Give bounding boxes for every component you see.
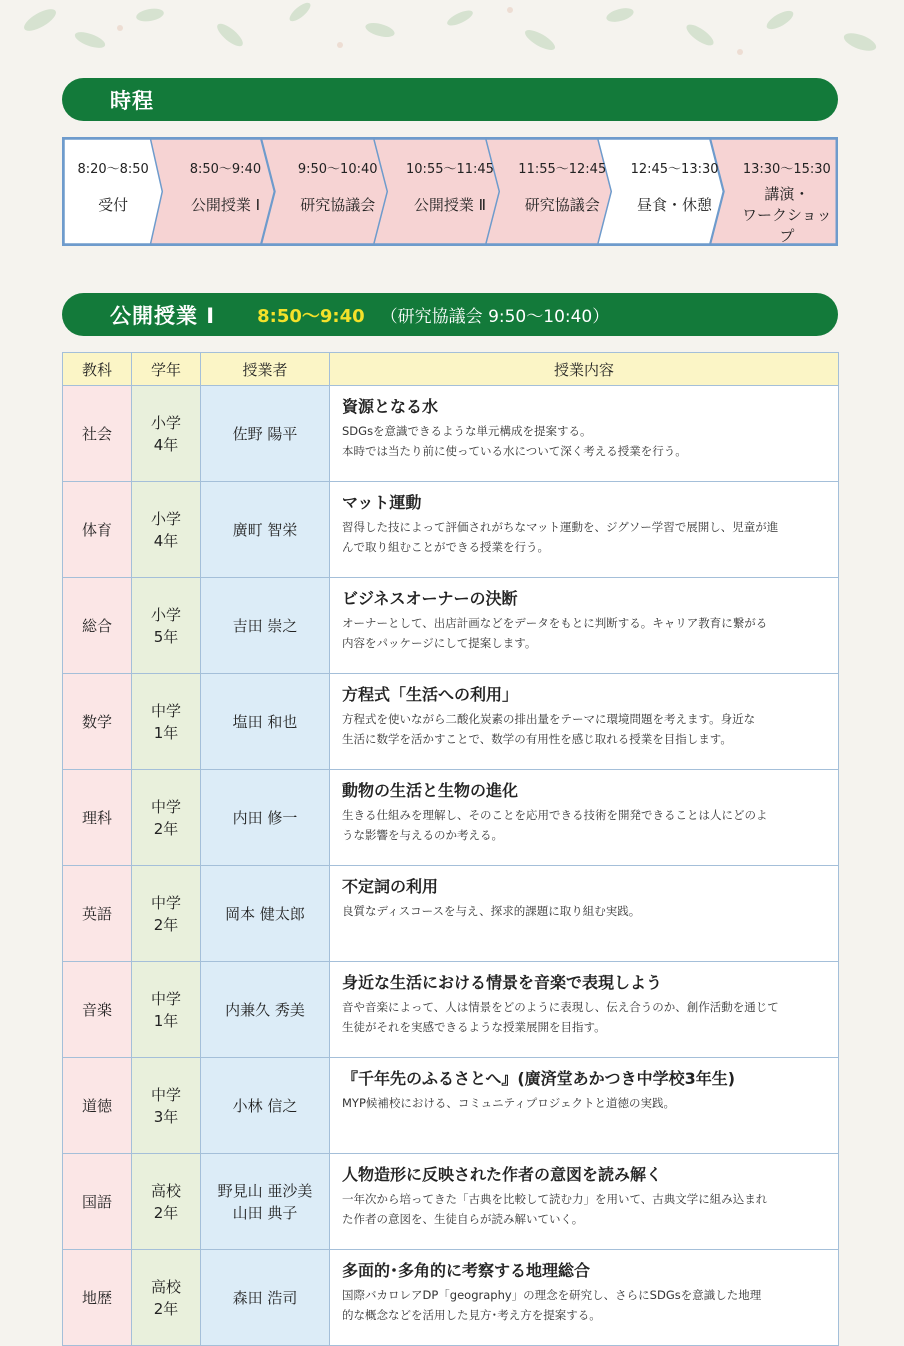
- teacher-cell: 佐野 陽平: [201, 386, 330, 482]
- header-teacher: 授業者: [201, 353, 330, 386]
- grade-cell: 小学 5年: [132, 578, 201, 674]
- table-row: [63, 866, 839, 962]
- subject-cell: 総合: [63, 578, 132, 674]
- schedule-arrow-shape: [499, 139, 611, 244]
- schedule-arrow-shape: [162, 139, 274, 244]
- schedule-time: 8:50～9:40: [189, 162, 262, 177]
- grade-cell: 小学 4年: [132, 386, 201, 482]
- lesson-title-text: 不定詞の利用: [342, 877, 439, 896]
- lesson-title: 公開授業 Ⅰ: [110, 303, 216, 328]
- schedule-item: [611, 139, 723, 244]
- subject-cell: 地歴: [63, 1250, 132, 1346]
- table-row: [63, 1250, 839, 1346]
- schedule-label: 公開授業 Ⅰ: [190, 196, 261, 214]
- teacher-cell: 野見山 亜沙美 山田 典子: [201, 1154, 330, 1250]
- schedule-label: 講演・ ワークショップ: [741, 185, 832, 245]
- schedule-label: 研究協議会: [300, 196, 376, 214]
- content-cell: [330, 962, 839, 1058]
- grade-cell: 中学 1年: [132, 674, 201, 770]
- lesson-description: 生きる仕組みを理解し、そのことを応用できる技術を開発できることは人にどのよ うな影響を与えるのか考える。: [342, 808, 768, 842]
- subject-cell: 音楽: [63, 962, 132, 1058]
- teacher-cell: 森田 浩司: [201, 1250, 330, 1346]
- schedule-item: [499, 139, 611, 244]
- content-cell: [330, 386, 839, 482]
- content-cell: [330, 482, 839, 578]
- lesson-banner: [62, 293, 838, 336]
- grade-cell: 高校 2年: [132, 1154, 201, 1250]
- lesson-description: SDGsを意識できるような単元構成を提案する。 本時では当たり前に使っている水について深く考える授業を行う。: [342, 424, 687, 458]
- schedule-title: 時程: [110, 88, 154, 113]
- subject-cell: 理科: [63, 770, 132, 866]
- grade-cell: 小学 4年: [132, 482, 201, 578]
- lessons-table: [62, 352, 839, 1346]
- subject-cell: 道徳: [63, 1058, 132, 1154]
- table-row: [63, 386, 839, 482]
- grade-cell: 高校 2年: [132, 1250, 201, 1346]
- lesson-description: 音や音楽によって、人は情景をどのように表現し、伝え合うのか、創作活動を通じて 生徒がそれを実感できるような授業展開を目指す。: [342, 1000, 779, 1034]
- subject-cell: 体育: [63, 482, 132, 578]
- content-cell: [330, 770, 839, 866]
- table-row: [63, 1058, 839, 1154]
- content-cell: [330, 674, 839, 770]
- teacher-cell: 廣町 智栄: [201, 482, 330, 578]
- schedule-time: 9:50～10:40: [297, 162, 378, 177]
- lesson-description: 国際バカロレアDP「geography」の理念を研究し、さらにSDGsを意識した地理 的な概念などを活用した見方･考え方を提案する。: [342, 1288, 762, 1322]
- lesson-description: MYP候補校における、コミュニティプロジェクトと道徳の実践。: [342, 1096, 675, 1110]
- lesson-title-text: 動物の生活と生物の進化: [342, 781, 519, 800]
- schedule-item: [724, 139, 836, 244]
- lesson-title-text: マット運動: [342, 493, 422, 512]
- schedule-time: 8:20～8:50: [77, 162, 149, 177]
- schedule-time: 13:30～15:30: [742, 162, 831, 177]
- schedule-time: 12:45～13:30: [630, 162, 719, 177]
- content-cell: [330, 578, 839, 674]
- lesson-title-text: ビジネスオーナーの決断: [342, 589, 518, 608]
- lesson-title-text: 身近な生活における情景を音楽で表現しよう: [342, 973, 663, 992]
- lesson-description: 習得した技によって評価されがちなマット運動を、ジグソー学習で展開し、児童が進 んで取り組むことができる授業を行う。: [342, 520, 779, 554]
- schedule-arrow-shape: [64, 139, 162, 244]
- lesson-title-text: 『千年先のふるさとへ』(廣済堂あかつき中学校3年生): [342, 1069, 736, 1088]
- table-row: [63, 578, 839, 674]
- table-header-row: [63, 353, 839, 386]
- grade-cell: 中学 3年: [132, 1058, 201, 1154]
- lesson-description: 方程式を使いながら二酸化炭素の排出量をテーマに環境問題を考えます。身近な 生活に数学を活かすことで、数学の有用性を感じ取れる授業を目指します。: [342, 712, 756, 746]
- schedule-arrow-shape: [611, 139, 723, 244]
- lesson-title-text: 人物造形に反映された作者の意図を読み解く: [342, 1165, 663, 1184]
- schedule-time: 11:55～12:45: [518, 162, 607, 177]
- table-row: [63, 482, 839, 578]
- content-cell: [330, 1250, 839, 1346]
- schedule-banner: [62, 78, 838, 121]
- lesson-note: （研究協議会 9:50～10:40）: [380, 307, 610, 327]
- lesson-description: 良質なディスコースを与え、探求的課題に取り組む実践。: [342, 904, 641, 918]
- schedule-label: 昼食・休憩: [637, 196, 713, 214]
- table-row: [63, 1154, 839, 1250]
- teacher-cell: 内田 修一: [201, 770, 330, 866]
- subject-cell: 国語: [63, 1154, 132, 1250]
- header-grade: 学年: [132, 353, 201, 386]
- schedule-item: [275, 139, 387, 244]
- content-cell: [330, 866, 839, 962]
- schedule-label: 研究協議会: [524, 196, 600, 214]
- lesson-description: 一年次から培ってきた「古典を比較して読む力」を用いて、古典文学に組み込まれ た作者の意図を、生徒自らが読み解いていく。: [342, 1192, 768, 1226]
- schedule-item: [64, 139, 162, 244]
- teacher-cell: 小林 信之: [201, 1058, 330, 1154]
- teacher-cell: 塩田 和也: [201, 674, 330, 770]
- content-cell: [330, 1058, 839, 1154]
- subject-cell: 社会: [63, 386, 132, 482]
- table-row: [63, 962, 839, 1058]
- teacher-cell: 吉田 崇之: [201, 578, 330, 674]
- schedule-time: 10:55～11:45: [406, 162, 494, 177]
- lesson-description: オーナーとして、出店計画などをデータをもとに判断する。キャリア教育に繋がる 内容をパッケージにして提案します。: [342, 616, 768, 650]
- teacher-cell: 岡本 健太郎: [201, 866, 330, 962]
- teacher-cell: 内兼久 秀美: [201, 962, 330, 1058]
- schedule-flow: [62, 137, 838, 246]
- grade-cell: 中学 1年: [132, 962, 201, 1058]
- header-subject: 教科: [63, 353, 132, 386]
- subject-cell: 英語: [63, 866, 132, 962]
- table-row: [63, 674, 839, 770]
- grade-cell: 中学 2年: [132, 866, 201, 962]
- lesson-title-text: 資源となる水: [342, 397, 439, 416]
- lesson-time: 8:50～9:40: [257, 305, 365, 327]
- schedule-label: 受付: [98, 196, 129, 214]
- table-row: [63, 770, 839, 866]
- lesson-title-text: 方程式「生活への利用」: [342, 685, 519, 704]
- grade-cell: 中学 2年: [132, 770, 201, 866]
- subject-cell: 数学: [63, 674, 132, 770]
- schedule-arrow-shape: [387, 139, 499, 244]
- lesson-title-text: 多面的･多角的に考察する地理総合: [342, 1261, 591, 1280]
- header-content: 授業内容: [330, 353, 839, 386]
- schedule-arrow-shape: [275, 139, 387, 244]
- schedule-label: 公開授業 Ⅱ: [413, 196, 487, 214]
- schedule-item: [387, 139, 499, 244]
- schedule-item: [162, 139, 274, 244]
- leaf-decoration: [0, 0, 904, 70]
- content-cell: [330, 1154, 839, 1250]
